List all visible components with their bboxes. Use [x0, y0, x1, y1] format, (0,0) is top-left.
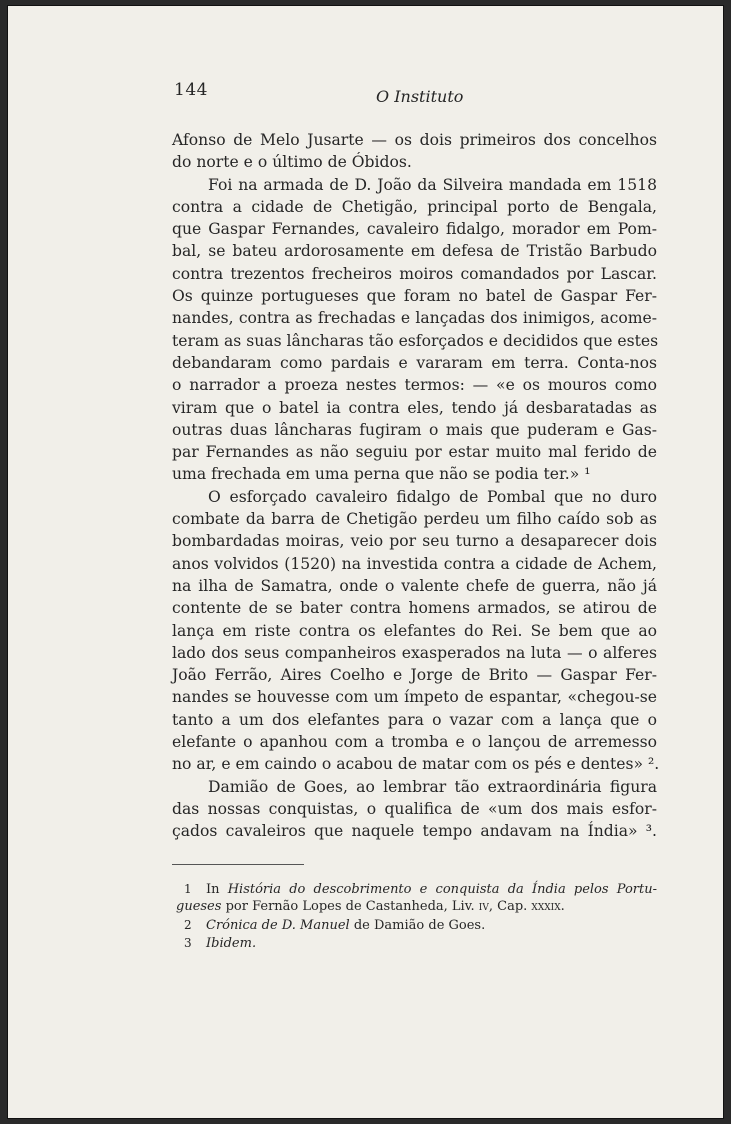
text-line: Foi na armada de D. João da Silveira mandada em 1518 [208, 175, 657, 194]
footnote-source-title: História do descobrimento e conquista da Índia pelos Portu- [227, 882, 657, 897]
text-line: uma frechada em uma perna que não se podia ter.» ¹ [172, 465, 591, 484]
text-line: combate da barra de Chetigão perdeu um filho caído sob as [172, 510, 657, 529]
text-line: Afonso de Melo Jusarte — os dois primeiros dos concelhos [172, 131, 657, 149]
footnote-text: por Fernão Lopes de Castanheda, Liv. [225, 899, 475, 914]
footnote-source-title: Crónica de D. Manuel [206, 918, 350, 933]
text-line: nandes, contra as frechadas e lançadas dos inimigos, acome- [172, 309, 657, 328]
text-line: çados cavaleiros que naquele tempo andavam na Índia» ³. [172, 822, 657, 841]
text-line: viram que o batel ia contra eles, tendo já desbaratadas as [172, 398, 657, 417]
text-line: das nossas conquistas, o qualifica de «um dos mais esfor- [172, 799, 657, 818]
footnote-2 [184, 916, 657, 934]
footnote-marker: 3 [184, 936, 192, 950]
body-text [172, 129, 660, 843]
text-line: contra a cidade de Chetigão, principal porto de Bengala, [172, 197, 657, 216]
text-line: lança em riste contra os elefantes do Rei. Se bem que ao [172, 621, 657, 640]
text-line: contente de se bater contra homens armados, se atirou de [172, 599, 657, 618]
footnote-1-continuation [176, 898, 657, 916]
footnote-chapter: xxxix [531, 899, 561, 914]
text-line: nandes se houvesse com um ímpeto de espantar, «chegou-se [172, 688, 657, 707]
text-line: que Gaspar Fernandes, cavaleiro fidalgo, morador em Pom- [172, 220, 657, 239]
footnote-divider [172, 864, 304, 865]
text-line: bombardadas moiras, veio por seu turno a desaparecer dois [172, 532, 657, 551]
text-line: João Ferrão, Aires Coelho e Jorge de Brito — Gaspar Fer- [172, 666, 657, 685]
footnote-book: iv [478, 899, 489, 914]
text-line: Os quinze portugueses que foram no batel de Gaspar Fer- [172, 287, 657, 306]
text-line: do norte e o último de Óbidos. [172, 153, 412, 172]
text-line: bal, se bateu ardorosamente em defesa de Tristão Barbudo [172, 242, 657, 261]
text-line: anos volvidos (1520) na investida contra a cidade de Achem, [172, 554, 657, 573]
book-page [8, 6, 723, 1118]
text-line: tanto a um dos elefantes para o vazar com a lança que o [172, 710, 657, 729]
text-line: o narrador a proeza nestes termos: — «e os mouros como [172, 376, 657, 395]
text-line: outras duas lâncharas fugiram o mais que puderam e Gas- [172, 420, 657, 439]
footnote-text: de Damião de Goes. [353, 918, 486, 933]
text-line: debandaram como pardais e vararam em terra. Conta-nos [172, 353, 657, 372]
text-line: no ar, e em caindo o acabou de matar com os pés e dentes» ². [172, 755, 660, 774]
text-line: contra trezentos frecheiros moiros comandados por Lascar. [172, 264, 657, 283]
footnotes [176, 880, 657, 952]
footnote-marker: 1 [184, 882, 192, 896]
footnote-end: . [560, 899, 565, 914]
text-line: Damião de Goes, ao lembrar tão extraordinária figura [208, 777, 657, 796]
footnote-1 [184, 880, 657, 898]
page-number: 144 [174, 80, 208, 100]
text-line: teram as suas lâncharas tão esforçados e decididos que estes [172, 331, 659, 350]
text-line: na ilha de Samatra, onde o valente chefe de guerra, não já [172, 576, 657, 595]
footnote-3 [184, 934, 657, 952]
text-line: lado dos seus companheiros exasperados na luta — o alferes [172, 643, 657, 662]
text-line: O esforçado cavaleiro fidalgo de Pombal que no duro [208, 487, 657, 506]
running-title: O Instituto [376, 87, 464, 106]
footnote-marker: 2 [184, 918, 192, 932]
footnote-source-title: Ibidem. [206, 936, 257, 951]
footnote-lead: In [206, 882, 220, 897]
footnote-cap-label: , Cap. [488, 899, 528, 914]
text-line: elefante o apanhou com a tromba e o lançou de arremesso [172, 733, 657, 752]
footnote-source-title-cont: gueses [176, 899, 222, 914]
text-line: par Fernandes as não seguiu por estar muito mal ferido de [172, 443, 657, 462]
